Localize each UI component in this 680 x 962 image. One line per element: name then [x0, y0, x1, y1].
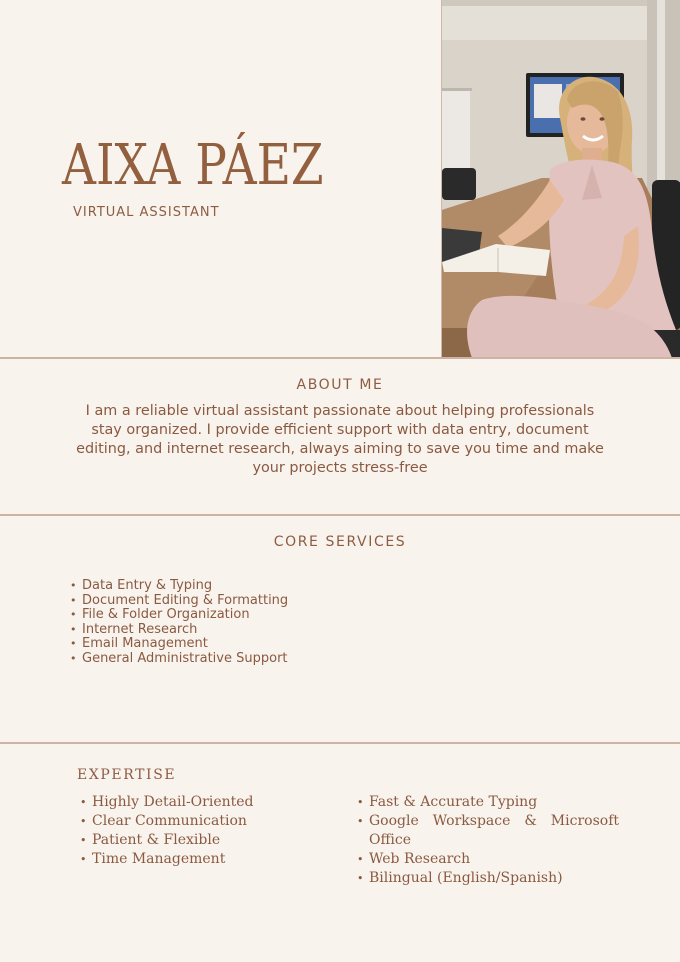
list-item: • Time Management	[80, 850, 310, 869]
job-title: VIRTUAL ASSISTANT	[73, 205, 220, 220]
list-item: • Email Management	[70, 637, 288, 652]
list-item: • Bilingual (English/Spanish)	[357, 869, 619, 888]
expertise-heading: EXPERTISE	[77, 767, 177, 783]
list-item: • Data Entry & Typing	[70, 579, 288, 594]
list-item: • Document Editing & Formatting	[70, 594, 288, 609]
services-list	[70, 579, 288, 667]
list-item: • General Administrative Support	[70, 652, 288, 667]
divider	[0, 357, 680, 359]
expertise-list-right	[357, 793, 619, 888]
list-item: • File & Folder Organization	[70, 608, 288, 623]
list-item: • Google Workspace & Microsoft Office	[357, 812, 619, 850]
list-item: • Internet Research	[70, 623, 288, 638]
profile-photo	[441, 0, 680, 358]
divider	[0, 742, 680, 744]
list-item: • Web Research	[357, 850, 619, 869]
list-item: • Clear Communication	[80, 812, 310, 831]
person-name: AIXA PÁEZ	[62, 133, 324, 198]
about-heading: ABOUT ME	[296, 377, 384, 393]
services-heading: CORE SERVICES	[273, 534, 407, 550]
list-item: • Patient & Flexible	[80, 831, 310, 850]
about-text: I am a reliable virtual assistant passionate about helping professionals stay organized. I provide efficient support with data entry, document editing, and internet research, always aiming to save you time and make your projects stress-free	[76, 403, 604, 476]
list-item: • Highly Detail-Oriented	[80, 793, 310, 812]
expertise-list-left	[80, 793, 310, 869]
list-item: • Fast & Accurate Typing	[357, 793, 619, 812]
divider	[0, 514, 680, 516]
